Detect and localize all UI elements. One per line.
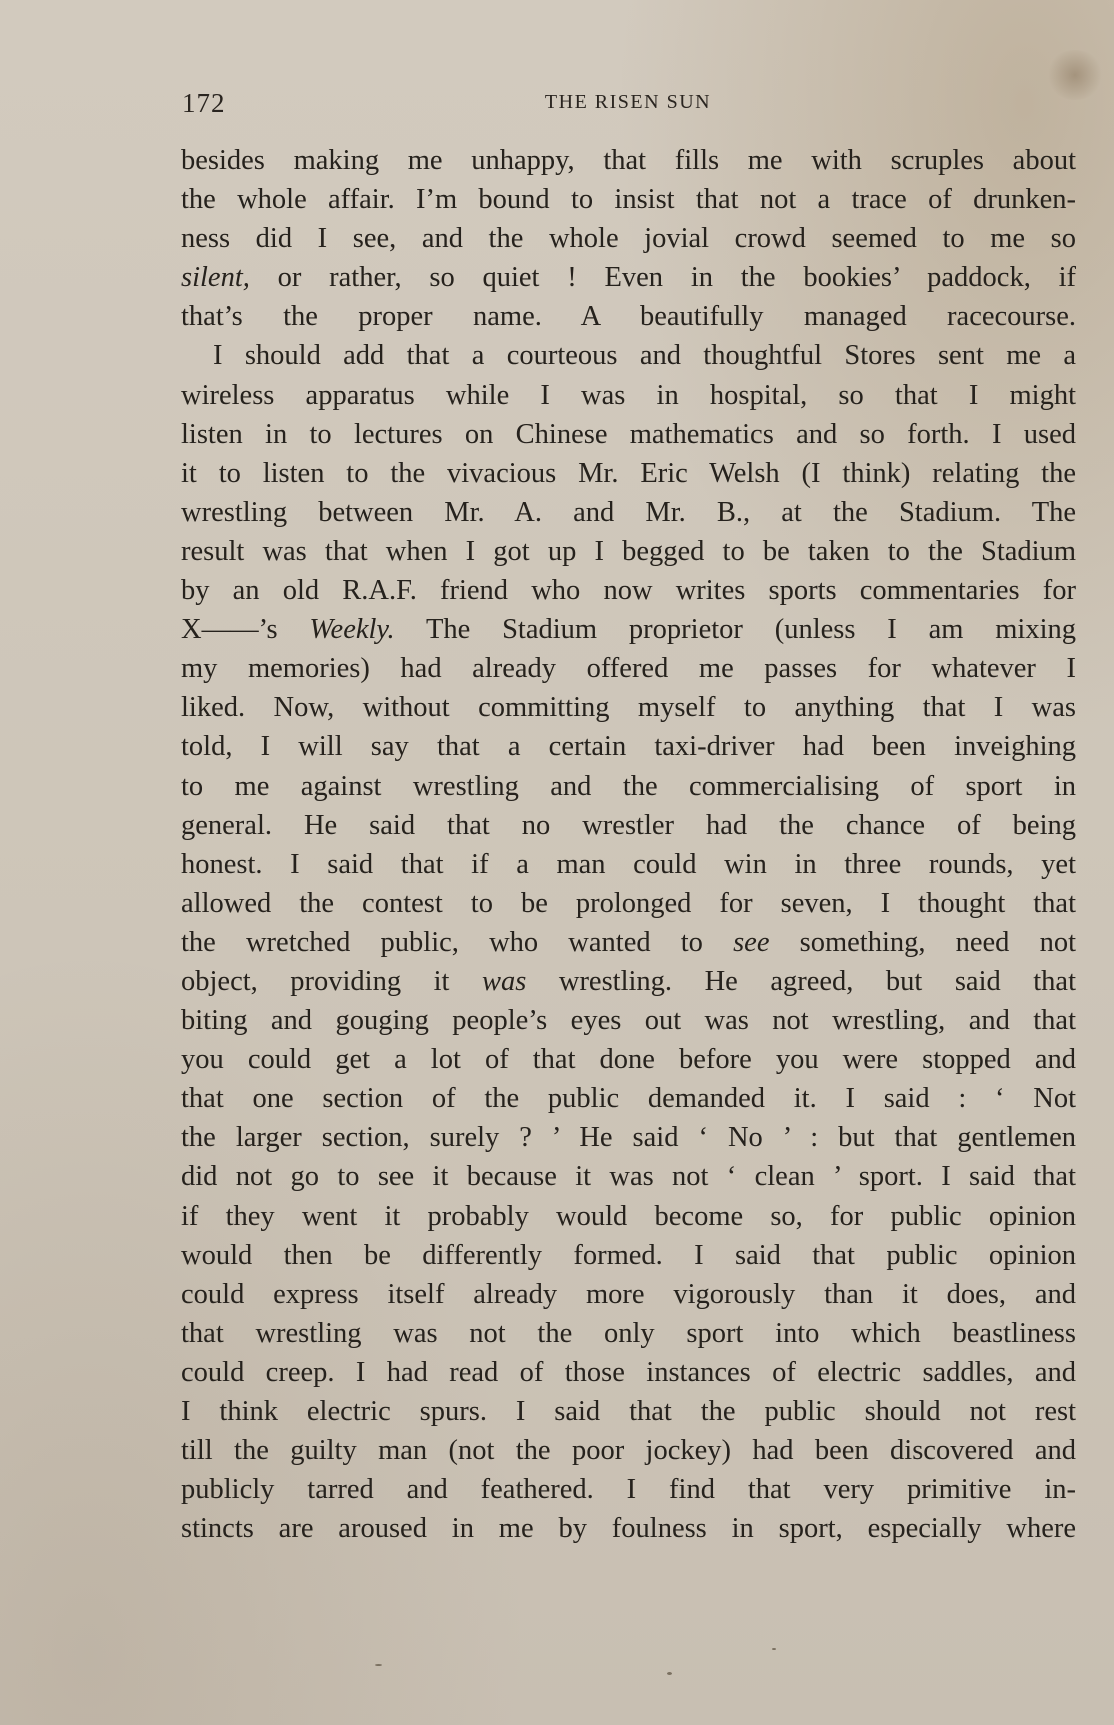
text-segment: liked. Now, without committing myself to anything that I was	[181, 692, 1076, 724]
text-line	[181, 141, 1076, 180]
text-segment: to me against wrestling and the commercialising of sport in	[181, 770, 1076, 802]
paper-speck	[667, 1672, 672, 1675]
paper-speck	[375, 1664, 382, 1666]
text-line	[181, 688, 1076, 727]
text-segment: something, need not	[769, 926, 1077, 958]
text-segment: publicly tarred and feathered. I find that very primitive in-	[181, 1474, 1076, 1506]
text-line	[181, 336, 1076, 375]
text-line	[181, 884, 1076, 923]
text-line	[181, 1392, 1076, 1431]
text-line	[181, 532, 1076, 571]
text-segment: I think electric spurs. I said that the public should not rest	[181, 1396, 1076, 1427]
text-line	[181, 845, 1076, 884]
text-segment: would then be differently formed. I said that public opinion	[181, 1239, 1076, 1271]
text-segment: ness did I see, and the whole jovial crowd seemed to me so	[181, 223, 1076, 255]
text-line	[181, 297, 1076, 336]
text-line	[181, 727, 1076, 766]
text-segment: object, providing it	[181, 965, 482, 997]
text-segment: listen in to lectures on Chinese mathematics and so forth. I used	[181, 418, 1076, 450]
text-segment: result was that when I got up I begged to be taken to the Stadium	[181, 535, 1076, 567]
text-line	[181, 1353, 1076, 1392]
text-segment: did not go to see it because it was not ‘ clean ’ sport. I said that	[181, 1161, 1076, 1193]
text-segment: stincts are aroused in me by foulness in sport, especially where	[181, 1513, 1076, 1545]
text-line	[181, 571, 1076, 610]
text-segment: allowed the contest to be prolonged for seven, I thought that	[181, 887, 1076, 919]
text-line	[181, 219, 1076, 258]
text-segment: that one section of the public demanded it. I said : ‘ Not	[181, 1083, 1076, 1115]
text-segment: could express itself already more vigorously than it does, and	[181, 1278, 1076, 1310]
italic-segment: silent,	[181, 262, 250, 294]
text-segment: till the guilty man (not the poor jockey) had been discovered and	[181, 1435, 1076, 1467]
text-line	[181, 806, 1076, 845]
text-line	[181, 767, 1076, 806]
italic-segment: was	[481, 965, 527, 997]
page-header	[182, 88, 1074, 122]
text-segment: it to listen to the vivacious Mr. Eric Welsh (I think) relating the	[181, 457, 1076, 489]
text-line	[181, 1001, 1076, 1040]
body-text	[181, 141, 1076, 1548]
text-segment: my memories) had already offered me passes for whatever I	[181, 653, 1076, 685]
text-segment: or rather, so quiet ! Even in the bookies’ paddock, if	[249, 262, 1076, 294]
paper-speck	[772, 1648, 776, 1650]
text-line	[181, 415, 1076, 454]
page-number: 172	[182, 88, 226, 118]
text-line	[181, 1118, 1076, 1157]
text-segment: general. He said that no wrestler had the chance of being	[181, 809, 1076, 841]
text-segment: if they went it probably would become so, for public opinion	[181, 1200, 1076, 1232]
text-segment: by an old R.A.F. friend who now writes sports commentaries for	[181, 575, 1076, 607]
text-segment: you could get a lot of that done before you were stopped and	[181, 1044, 1076, 1076]
italic-segment: Weekly.	[309, 614, 395, 646]
text-line	[181, 1197, 1076, 1236]
text-line	[181, 1470, 1076, 1509]
text-segment: wrestling between Mr. A. and Mr. B., at the Stadium. The	[181, 496, 1076, 528]
text-segment: honest. I said that if a man could win in three rounds, yet	[181, 848, 1076, 880]
running-head: THE RISEN SUN	[544, 91, 712, 113]
text-segment: wireless apparatus while I was in hospital, so that I might	[181, 379, 1076, 411]
text-line	[181, 454, 1076, 493]
text-segment: X——’s	[181, 614, 310, 646]
text-line	[181, 376, 1076, 415]
text-line	[181, 1236, 1076, 1275]
text-segment: that wrestling was not the only sport into which beastliness	[181, 1317, 1076, 1349]
text-line	[181, 1275, 1076, 1314]
italic-segment: see	[733, 926, 770, 958]
text-segment: besides making me unhappy, that fills me with scruples about	[181, 145, 1076, 176]
text-line	[181, 1314, 1076, 1353]
text-segment: The Stadium proprietor (unless I am mixing	[394, 614, 1076, 646]
text-segment: the wretched public, who wanted to	[181, 926, 734, 958]
text-segment: the larger section, surely ? ’ He said ‘ No ’ : but that gentlemen	[181, 1122, 1076, 1154]
text-segment: told, I will say that a certain taxi-driver had been inveighing	[181, 731, 1076, 763]
text-segment: I should add that a courteous and thoughtful Stores sent me a	[213, 340, 1076, 372]
text-line	[181, 1509, 1076, 1548]
text-line	[181, 962, 1076, 1001]
text-line	[181, 258, 1076, 297]
text-line	[181, 649, 1076, 688]
text-line	[181, 493, 1076, 532]
text-segment: could creep. I had read of those instances of electric saddles, and	[181, 1356, 1076, 1388]
text-segment: the whole affair. I’m bound to insist that not a trace of drunken-	[181, 184, 1076, 216]
text-line	[181, 610, 1076, 649]
text-line	[181, 1157, 1076, 1196]
text-line	[181, 923, 1076, 962]
text-segment: that’s the proper name. A beautifully managed racecourse.	[181, 301, 1076, 333]
text-line	[181, 1040, 1076, 1079]
text-segment: wrestling. He agreed, but said that	[526, 965, 1076, 997]
text-line	[181, 1431, 1076, 1470]
text-line	[181, 180, 1076, 219]
text-segment: biting and gouging people’s eyes out was not wrestling, and that	[181, 1005, 1076, 1037]
text-line	[181, 1079, 1076, 1118]
